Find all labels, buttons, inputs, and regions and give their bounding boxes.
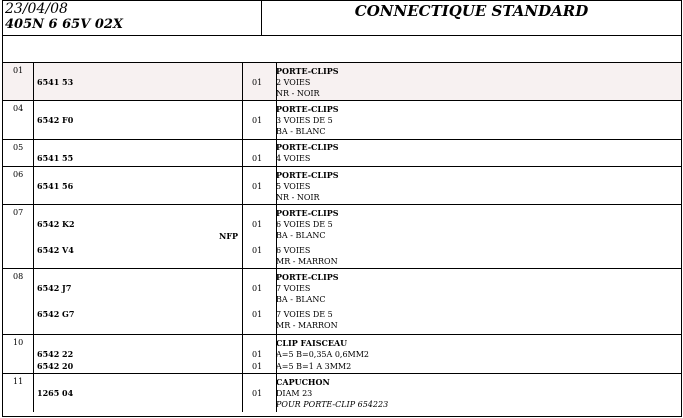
part-detail: A=5 B=1 A 3MM2 bbox=[276, 362, 352, 371]
part-detail: 6 VOIES DE 5 bbox=[276, 220, 333, 229]
part-reference: 6542 V4 bbox=[37, 245, 74, 255]
header-right-cell bbox=[262, 1, 681, 36]
part-color: MR - MARRON bbox=[276, 321, 338, 330]
nfp-marker: NFP bbox=[219, 231, 239, 241]
part-color: NR - NOIR bbox=[276, 193, 320, 202]
quantity: 01 bbox=[252, 78, 263, 87]
item-number: 01 bbox=[13, 66, 24, 75]
part-reference: 6542 F0 bbox=[37, 115, 74, 125]
part-reference: 6542 22 bbox=[37, 349, 74, 359]
part-color: BA - BLANC bbox=[276, 127, 326, 136]
document-date: 23/04/08 bbox=[5, 1, 68, 17]
item-number: 08 bbox=[13, 272, 24, 281]
quantity: 01 bbox=[252, 310, 263, 319]
item-number: 10 bbox=[13, 338, 24, 347]
part-reference: 6541 55 bbox=[37, 153, 74, 163]
part-detail: 4 VOIES bbox=[276, 154, 311, 163]
table-row[interactable] bbox=[3, 335, 681, 374]
part-name: PORTE-CLIPS bbox=[276, 208, 339, 218]
table-row[interactable] bbox=[3, 167, 681, 205]
item-number: 06 bbox=[13, 170, 24, 179]
part-detail: 5 VOIES bbox=[276, 182, 311, 191]
page-title: CONNECTIQUE STANDARD bbox=[354, 2, 589, 20]
quantity: 01 bbox=[252, 284, 263, 293]
part-detail: 6 VOIES bbox=[276, 246, 311, 255]
part-name: PORTE-CLIPS bbox=[276, 104, 339, 114]
part-name: CAPUCHON bbox=[276, 377, 330, 387]
part-color: MR - MARRON bbox=[276, 257, 338, 266]
quantity: 01 bbox=[252, 220, 263, 229]
item-number: 05 bbox=[13, 143, 24, 152]
quantity: 01 bbox=[252, 116, 263, 125]
part-reference: 6542 G7 bbox=[37, 309, 75, 319]
item-number: 04 bbox=[13, 104, 24, 113]
part-color: BA - BLANC bbox=[276, 231, 326, 240]
table-row[interactable] bbox=[3, 63, 681, 101]
vehicle-model: 405N 6 65V 02X bbox=[5, 17, 123, 32]
part-name: PORTE-CLIPS bbox=[276, 66, 339, 76]
quantity: 01 bbox=[252, 154, 263, 163]
item-number: 07 bbox=[13, 208, 24, 217]
quantity: 01 bbox=[252, 246, 263, 255]
document-frame bbox=[2, 0, 682, 417]
parts-table bbox=[3, 63, 681, 412]
blank-row bbox=[3, 36, 681, 63]
part-name: PORTE-CLIPS bbox=[276, 170, 339, 180]
part-detail: 3 VOIES DE 5 bbox=[276, 116, 333, 125]
part-reference: 6542 J7 bbox=[37, 283, 72, 293]
header-left-cell bbox=[3, 1, 262, 36]
part-color: BA - BLANC bbox=[276, 295, 326, 304]
table-row[interactable] bbox=[3, 269, 681, 335]
table-row[interactable] bbox=[3, 101, 681, 140]
table-row[interactable] bbox=[3, 205, 681, 269]
part-name: PORTE-CLIPS bbox=[276, 142, 339, 152]
part-detail: 7 VOIES DE 5 bbox=[276, 310, 333, 319]
part-name: PORTE-CLIPS bbox=[276, 272, 339, 282]
part-reference: 6542 K2 bbox=[37, 219, 75, 229]
item-number: 11 bbox=[13, 377, 24, 386]
part-reference: 6542 20 bbox=[37, 361, 74, 371]
table-row[interactable] bbox=[3, 140, 681, 167]
quantity: 01 bbox=[252, 362, 263, 371]
part-reference: 1265 04 bbox=[37, 388, 74, 398]
quantity: 01 bbox=[252, 350, 263, 359]
part-color: NR - NOIR bbox=[276, 89, 320, 98]
part-reference: 6541 53 bbox=[37, 77, 74, 87]
part-detail: 7 VOIES bbox=[276, 284, 311, 293]
part-detail: 2 VOIES bbox=[276, 78, 311, 87]
quantity: 01 bbox=[252, 182, 263, 191]
part-reference: 6541 56 bbox=[37, 181, 74, 191]
part-detail: DIAM 23 bbox=[276, 389, 313, 398]
table-row[interactable] bbox=[3, 374, 681, 412]
quantity: 01 bbox=[252, 389, 263, 398]
part-detail: A=5 B=0,35A 0,6MM2 bbox=[276, 350, 370, 359]
part-note: POUR PORTE-CLIP 654223 bbox=[276, 400, 389, 409]
part-name: CLIP FAISCEAU bbox=[276, 338, 348, 348]
